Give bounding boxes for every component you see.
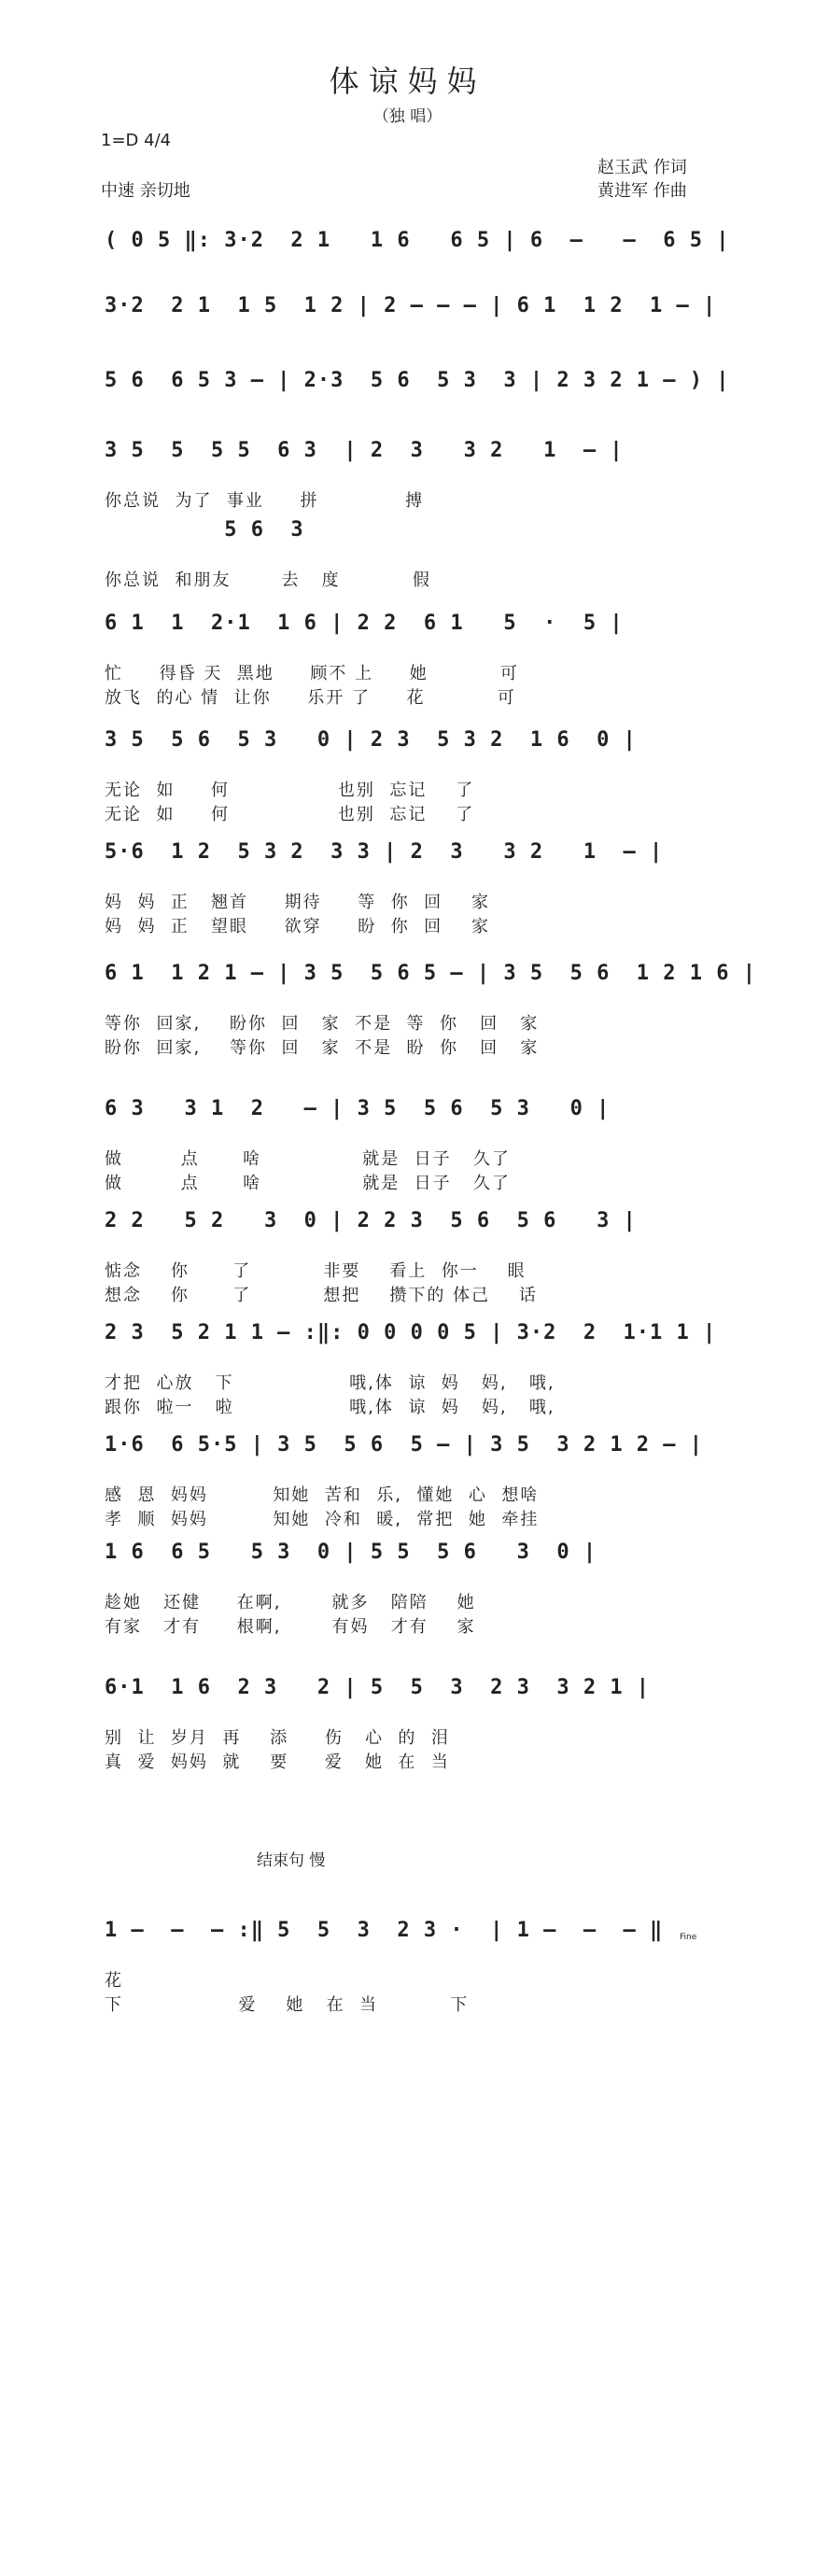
notation-line: 6 3 3 1 2 — | 3 5 5 6 5 3 0 | (105, 1097, 611, 1120)
notation-line: 3·2 2 1 1 5 1 2 | 2 — — — | 6 1 1 2 1 — | (105, 294, 717, 317)
lyric-line: 想念 你 了 想把 攒下的 体己 话 (105, 1286, 538, 1305)
lyric-line: 孝 顺 妈妈 知她 冷和 暖, 常把 她 牵挂 (105, 1510, 540, 1529)
lyric-line: 有家 才有 根啊, 有妈 才有 家 (105, 1617, 476, 1637)
lyric-line: 下 爱 她 在 当 下 (105, 1995, 470, 2015)
lyricist-credit: 赵玉武 作词 (597, 158, 687, 177)
notation-line: 1·6 6 5·5 | 3 5 5 6 5 — | 3 5 3 2 1 2 — | (105, 1433, 704, 1457)
lyric-line: 无论 如 何 也别 忘记 了 (105, 805, 475, 824)
tempo-marking: 中速 亲切地 (101, 181, 190, 201)
lyric-line: 盼你 回家, 等你 回 家 不是 盼 你 回 家 (105, 1038, 540, 1058)
lyric-line: 妈 妈 正 翘首 期待 等 你 回 家 (105, 893, 491, 912)
lyric-line: 无论 如 何 也别 忘记 了 (105, 781, 475, 800)
notation-line: 5·6 1 2 5 3 2 3 3 | 2 3 3 2 1 — | (105, 840, 664, 864)
lyric-line: 别 让 岁月 再 添 伤 心 的 泪 (105, 1728, 450, 1748)
notation-line: 6·1 1 6 2 3 2 | 5 5 3 2 3 3 2 1 | (105, 1676, 651, 1699)
notation-line: 2 3 5 2 1 1 — :‖: 0 0 0 0 5 | 3·2 2 1·1 1 | (105, 1321, 717, 1344)
notation-line: ( 0 5 ‖: 3·2 2 1 1 6 6 5 | 6 — — 6 5 | (105, 229, 730, 252)
notation-line: 6 1 1 2 1 — | 3 5 5 6 5 — | 3 5 5 6 1 2 1 6 | (105, 962, 757, 985)
fine-marking: Fine (680, 1933, 697, 1942)
lyric-line: 花 (105, 1971, 123, 1991)
lyric-line: 你总说 和朋友 去 度 假 (105, 570, 431, 590)
lyric-line: 趁她 还健 在啊, 就多 陪陪 她 (105, 1593, 476, 1612)
notation-line: 3 5 5 6 5 3 0 | 2 3 5 3 2 1 6 0 | (105, 728, 637, 752)
lyric-line: 真 爱 妈妈 就 要 爱 她 在 当 (105, 1753, 450, 1772)
notation-line: 2 2 5 2 3 0 | 2 2 3 5 6 5 6 3 | (105, 1209, 637, 1232)
composer-credit: 黄进军 作曲 (597, 181, 687, 201)
lyric-line: 感 恩 妈妈 知她 苦和 乐, 懂她 心 想啥 (105, 1485, 540, 1505)
lyric-line: 做 点 啥 就是 日子 久了 (105, 1149, 511, 1169)
notation-line: 3 5 5 5 5 6 3 | 2 3 3 2 1 — | (105, 439, 624, 462)
lyric-line: 等你 回家, 盼你 回 家 不是 等 你 回 家 (105, 1014, 540, 1034)
notation-line: 6 1 1 2·1 1 6 | 2 2 6 1 5 · 5 | (105, 612, 624, 635)
notation-line: 5 6 6 5 3 — | 2·3 5 6 5 3 3 | 2 3 2 1 — ) | (105, 369, 730, 392)
song-title: 体谅妈妈 (329, 63, 486, 99)
lyric-line: 做 点 啥 就是 日子 久了 (105, 1174, 511, 1193)
lyric-line: 忙 得昏 天 黑地 顾不 上 她 可 (105, 664, 519, 683)
key-signature: 1=D 4/4 (101, 131, 172, 150)
song-subtitle: （独 唱） (372, 107, 443, 126)
lyric-line: 才把 心放 下 哦,体 谅 妈 妈, 哦, (105, 1373, 555, 1393)
lyric-line: 你总说 为了 事业 拼 搏 (105, 491, 425, 511)
notation-line: 1 6 6 5 5 3 0 | 5 5 5 6 3 0 | (105, 1541, 597, 1564)
lyric-line: 跟你 啦一 啦 哦,体 谅 妈 妈, 哦, (105, 1398, 555, 1417)
notation-line: 1 — — — :‖ 5 5 3 2 3 · | 1 — — — ‖ (105, 1919, 664, 1942)
notation-line: 5 6 3 (105, 518, 304, 542)
lyric-line: 放飞 的心 情 让你 乐开 了 花 可 (105, 688, 516, 708)
ending-note: 结束句 慢 (257, 1851, 326, 1870)
lyric-line: 惦念 你 了 非要 看上 你一 眼 (105, 1261, 527, 1281)
lyric-line: 妈 妈 正 望眼 欲穿 盼 你 回 家 (105, 917, 491, 936)
